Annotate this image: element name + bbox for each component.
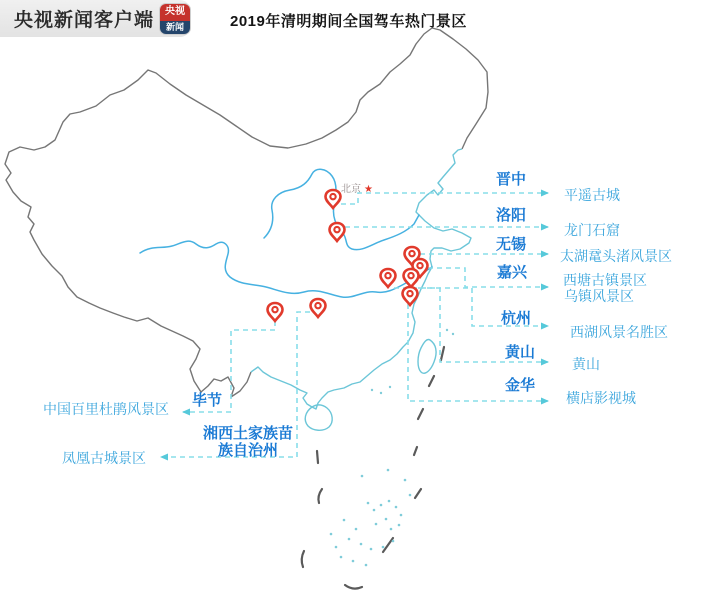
spot-label-bailidujuan: 中国百里杜鹃风景区 [43,401,169,417]
south-china-sea-islands [330,329,454,567]
beijing-star-icon: ★ [364,184,373,195]
city-label-luoyang: 洛阳 [496,207,527,224]
city-label-bijie: 毕节 [192,392,223,409]
pin-xiangxi [311,299,326,317]
pin-huangshan [381,269,396,287]
city-label-wuxi: 无锡 [496,236,527,253]
leader-lines [161,193,548,457]
nine-dash-line [302,347,444,589]
pin-hangzhou [404,269,419,287]
leader-jiaxing [428,268,548,287]
spot-label-fenghuang: 凤凰古城景区 [62,450,146,466]
city-label-jiaxing: 嘉兴 [497,264,528,281]
spot-label-pingyao: 平遥古城 [564,187,620,203]
spot-label-taihu: 太湖鼋头渚风景区 [560,248,672,264]
logo-bottom-text: 新闻 [160,21,190,34]
beijing-label: 北京 [341,184,361,195]
china-coastline [251,149,471,409]
spot-label-hengdian: 横店影视城 [566,390,636,406]
city-label-xiangxi-line2: 族自治州 [218,442,279,459]
city-label-xiangxi-line1: 湘西土家族苗 [203,425,294,442]
spot-label-xitang: 西塘古镇景区 [563,272,647,288]
taiwan-island [418,339,436,373]
app-name: 央视新闻客户端 [14,10,155,31]
city-label-huangshan: 黄山 [505,344,536,361]
city-label-jinzhong: 晋中 [496,171,527,188]
spot-label-xihu: 西湖风景名胜区 [570,324,668,340]
spot-label-wuzhen: 乌镇风景区 [564,288,634,304]
location-pins [268,190,428,321]
spot-label-huangshan: 黄山 [572,356,600,372]
hainan-island [305,405,332,430]
city-label-hangzhou: 杭州 [501,310,532,327]
spot-label-longmen: 龙门石窟 [564,222,620,238]
pin-jinzhong [326,190,341,208]
page-title: 2019年清明期间全国驾车热门景区 [230,13,467,30]
logo-top-text: 央视 [160,4,190,22]
pin-bijie [268,303,283,321]
city-label-jinhua: 金华 [505,377,536,394]
pin-luoyang [330,223,345,241]
